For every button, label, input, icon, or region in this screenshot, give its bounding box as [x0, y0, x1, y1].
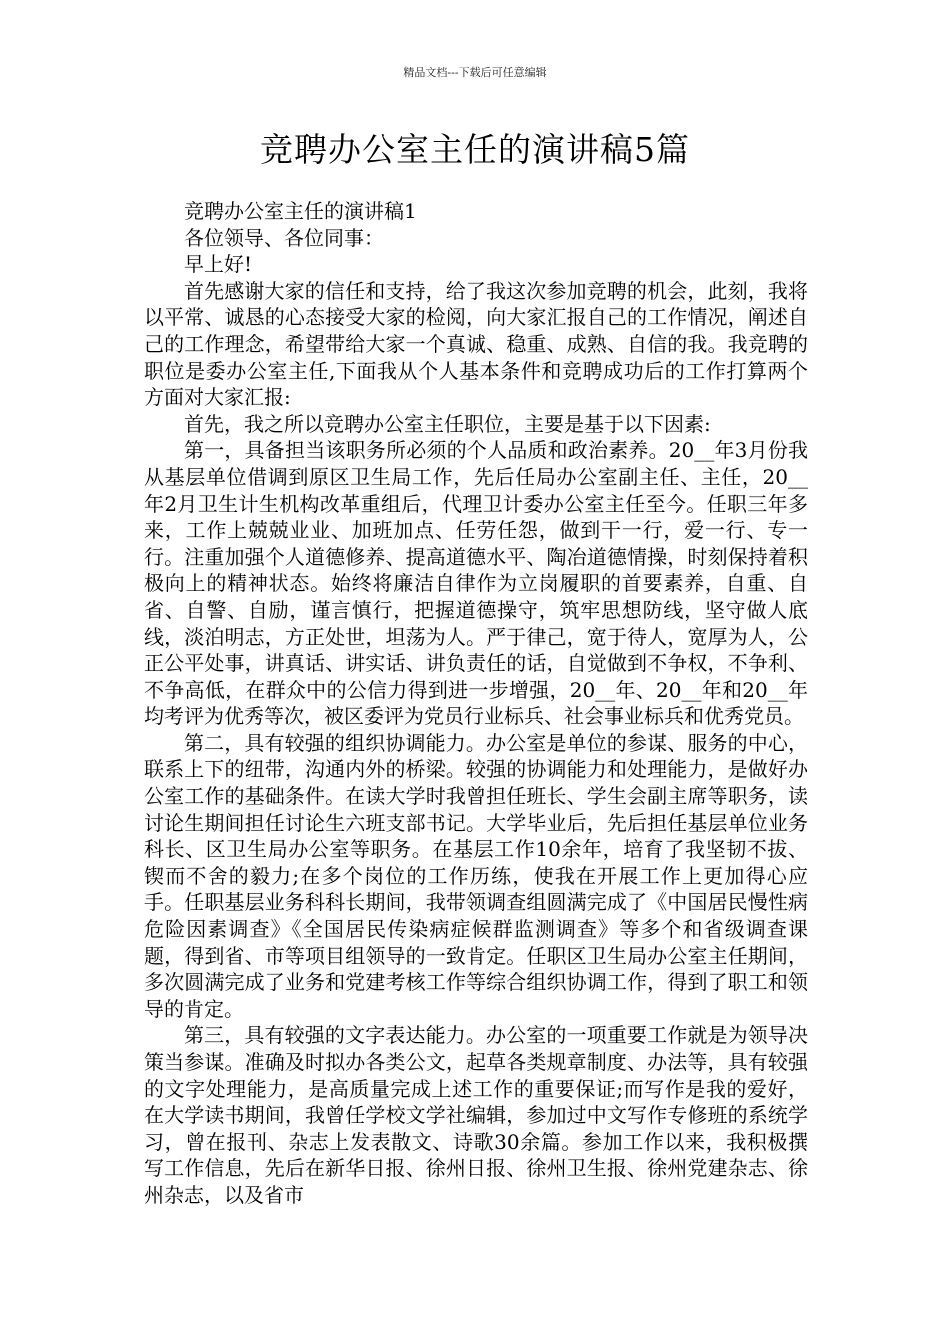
header-note: 精品文档---下载后可任意编辑	[403, 66, 547, 79]
paragraph-third: 第三，具有较强的文字表达能力。办公室的一项重要工作就是为领导决策当参谋。准确及时拟办各类公文，起草各类规章制度、办法等，具有较强的文字处理能力，是高质量完成上述工作的重要保证;而写作是我的爱好，在大学读书期间，我曾任学校文学社编辑，参加过中文写作专修班的系统学习，曾在报刊、杂志上发表散文、诗歌30余篇。参加工作以来，我积极撰写工作信息，先后在新华日报、徐州日报、徐州卫生报、徐州党建杂志、徐州杂志，以及省市	[144, 1023, 808, 1207]
section-heading: 竞聘办公室主任的演讲稿1	[184, 199, 417, 223]
document-title: 竞聘办公室主任的演讲稿5篇	[260, 130, 690, 169]
paragraph-first: 第一，具备担当该职务所必须的个人品质和政治素养。20__年3月份我从基层单位借调到原区卫生局工作，先后任局办公室副主任、主任，20__年2月卫生计生机构改革重组后，代理卫计委办公室主任至今。任职三年多来，工作上兢兢业业、加班加点、任劳任怨，做到干一行，爱一行、专一行。注重加强个人道德修养、提高道德水平、陶冶道德情操，时刻保持着积极向上的精神状态。始终将廉洁自律作为立岗履职的首要素养，自重、自省、自警、自励，谨言慎行，把握道德操守，筑牢思想防线，坚守做人底线，淡泊明志，方正处世，坦荡为人。严于律己，宽于待人，宽厚为人，公正公平处事，讲真话、讲实话、讲负责任的话，自觉做到不争权，不争利、不争高低，在群众中的公信力得到进一步增强，20__年、20__年和20__年均考评为优秀等次，被区委评为党员行业标兵、社会事业标兵和优秀党员。	[144, 438, 808, 729]
paragraph-second: 第二，具有较强的组织协调能力。办公室是单位的参谋、服务的中心，联系上下的纽带，沟通内外的桥梁。较强的协调能力和处理能力，是做好办公室工作的基础条件。在读大学时我曾担任班长、学生会副主席等职务，读讨论生期间担任讨论生六班支部书记。大学毕业后，先后担任基层单位业务科长、区卫生局办公室等职务。在基层工作10余年，培育了我坚韧不拔、锲而不舍的毅力;在多个岗位的工作历练，使我在开展工作上更加得心应手。任职基层业务科科长期间，我带领调查组圆满完成了《中国居民慢性病危险因素调查》《全国居民传染病症候群监测调查》等多个和省级调查课题，得到省、市等项目组领导的一致肯定。任职区卫生局办公室主任期间，多次圆满完成了业务和党建考核工作等综合组织协调工作，得到了职工和领导的肯定。	[144, 730, 808, 1021]
paragraph-intro: 首先感谢大家的信任和支持，给了我这次参加竞聘的机会，此刻，我将以平常、诚恳的心态接受大家的检阅，向大家汇报自己的工作情况，阐述自己的工作理念，希望带给大家一个真诚、稳重、成熟、自信的我。我竞聘的职位是委办公室主任,下面我从个人基本条件和竞聘成功后的工作打算两个方面对大家汇报:	[144, 278, 808, 410]
paragraph-reasons: 首先，我之所以竞聘办公室主任职位，主要是基于以下因素:	[184, 411, 711, 436]
salutation: 各位领导、各位同事：	[184, 225, 384, 250]
greeting: 早上好!	[184, 252, 253, 277]
document-body	[144, 198, 808, 1209]
